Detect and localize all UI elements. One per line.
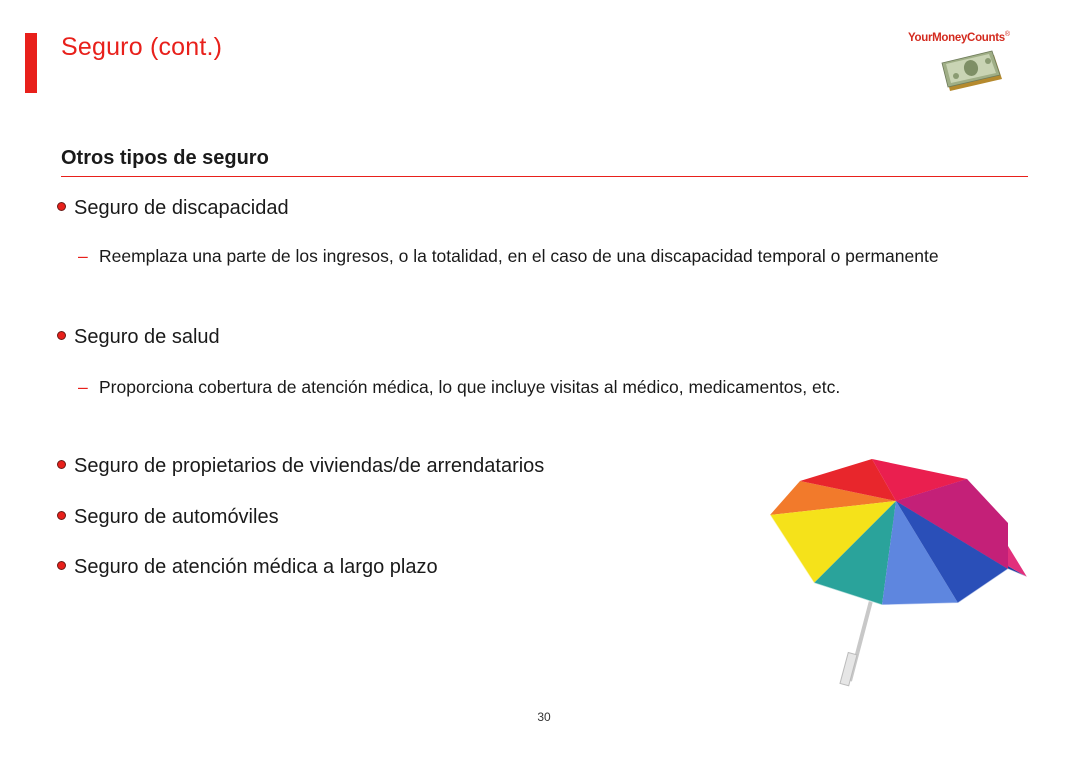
bullet-dot-icon xyxy=(57,202,66,211)
money-stack-icon xyxy=(936,45,1006,95)
bullet-item: Seguro de automóviles xyxy=(57,506,279,529)
section-heading: Otros tipos de seguro xyxy=(61,147,269,169)
bullet-dot-icon xyxy=(57,511,66,520)
dash-marker: – xyxy=(78,246,88,266)
title-accent-bar xyxy=(25,33,37,93)
bullet-dot-icon xyxy=(57,561,66,570)
dash-marker: – xyxy=(78,377,88,397)
umbrella-image xyxy=(762,453,1037,703)
sub-item: – Reemplaza una parte de los ingresos, o la totalidad, en el caso de una discapacidad temporal o permanente xyxy=(78,242,1008,271)
bullet-item: Seguro de salud xyxy=(57,326,220,349)
bullet-item: Seguro de discapacidad xyxy=(57,197,289,220)
sub-item: – Proporciona cobertura de atención médica, lo que incluye visitas al médico, medicamentos, etc. xyxy=(78,373,1008,402)
heading-divider xyxy=(61,176,1028,177)
bullet-item: Seguro de propietarios de viviendas/de arrendatarios xyxy=(57,455,544,478)
logo xyxy=(908,31,1033,96)
bullet-dot-icon xyxy=(57,331,66,340)
page-number: 30 xyxy=(537,710,551,724)
slide-title: Seguro (cont.) xyxy=(61,33,223,61)
logo-text: YourMoneyCounts® xyxy=(908,31,1010,44)
bullet-dot-icon xyxy=(57,460,66,469)
bullet-item: Seguro de atención médica a largo plazo xyxy=(57,556,438,579)
